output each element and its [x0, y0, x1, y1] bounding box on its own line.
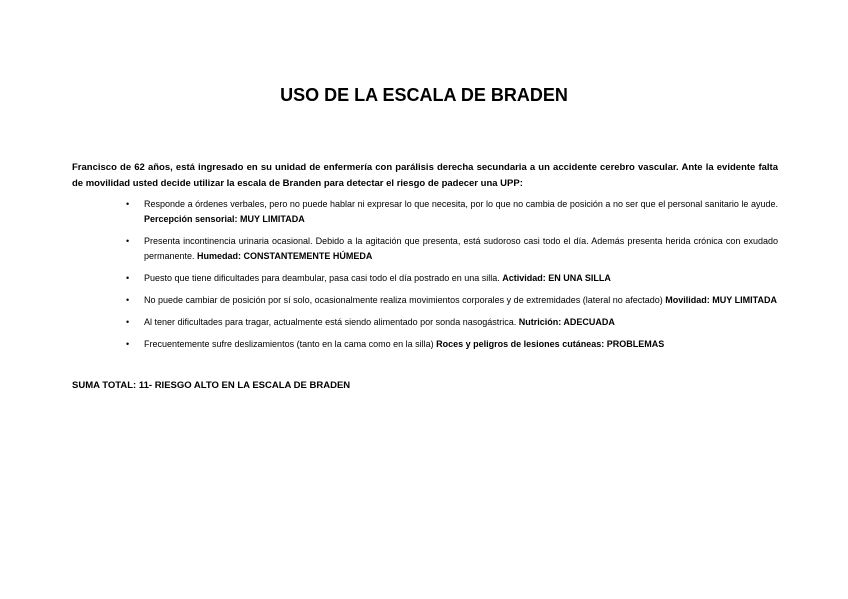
document-title: USO DE LA ESCALA DE BRADEN	[280, 85, 568, 105]
item-rating: Actividad: EN UNA SILLA	[502, 273, 611, 283]
bullet-marker: •	[126, 199, 130, 209]
list-item	[72, 337, 778, 352]
item-text: No puede cambiar de posición por sí solo, ocasionalmente realiza movimientos corporales y de extremidades (lateral no afectado)	[144, 295, 666, 305]
bullet-marker: •	[126, 317, 130, 327]
item-rating: Movilidad: MUY LIMITADA	[665, 295, 777, 305]
list-item	[72, 197, 778, 227]
item-rating: Roces y peligros de lesiones cutáneas: PROBLEMAS	[436, 339, 665, 349]
item-rating: Nutrición: ADECUADA	[518, 317, 615, 327]
item-text: Al tener dificultades para tragar, actualmente está siendo alimentado por sonda nasogástrica.	[144, 317, 519, 327]
list-item	[72, 271, 778, 286]
list-item	[72, 315, 778, 330]
item-rating: Humedad: CONSTANTEMENTE HÚMEDA	[197, 251, 373, 261]
intro-paragraph: Francisco de 62 años, está ingresado en su unidad de enfermería con parálisis derecha secundaria a un accidente cerebro vascular. Ante la evidente falta de movilidad usted decide utilizar la escala de Branden para detectar el riesgo de padecer una UPP:	[72, 162, 778, 189]
item-text: Presenta incontinencia urinaria ocasional. Debido a la agitación que presenta, está sudoroso casi todo el día. Además presenta herida crónica con exudado permanente.	[144, 236, 778, 261]
item-text: Responde a órdenes verbales, pero no puede hablar ni expresar lo que necesita, por lo que no cambia de posición a no ser que el personal sanitario le ayude.	[144, 199, 778, 209]
item-text: Puesto que tiene dificultades para deambular, pasa casi todo el día postrado en una silla.	[144, 273, 503, 283]
bullet-marker: •	[126, 236, 130, 246]
list-item	[72, 234, 778, 264]
list-item	[72, 293, 778, 308]
bullet-marker: •	[126, 273, 130, 283]
findings-list	[72, 197, 778, 359]
item-text: Frecuentemente sufre deslizamientos (tanto en la cama como en la silla)	[144, 339, 437, 349]
item-rating: Percepción sensorial: MUY LIMITADA	[144, 214, 305, 224]
bullet-marker: •	[126, 339, 130, 349]
total-score-summary: SUMA TOTAL: 11- RIESGO ALTO EN LA ESCALA DE BRADEN	[72, 380, 351, 391]
bullet-marker: •	[126, 295, 130, 305]
